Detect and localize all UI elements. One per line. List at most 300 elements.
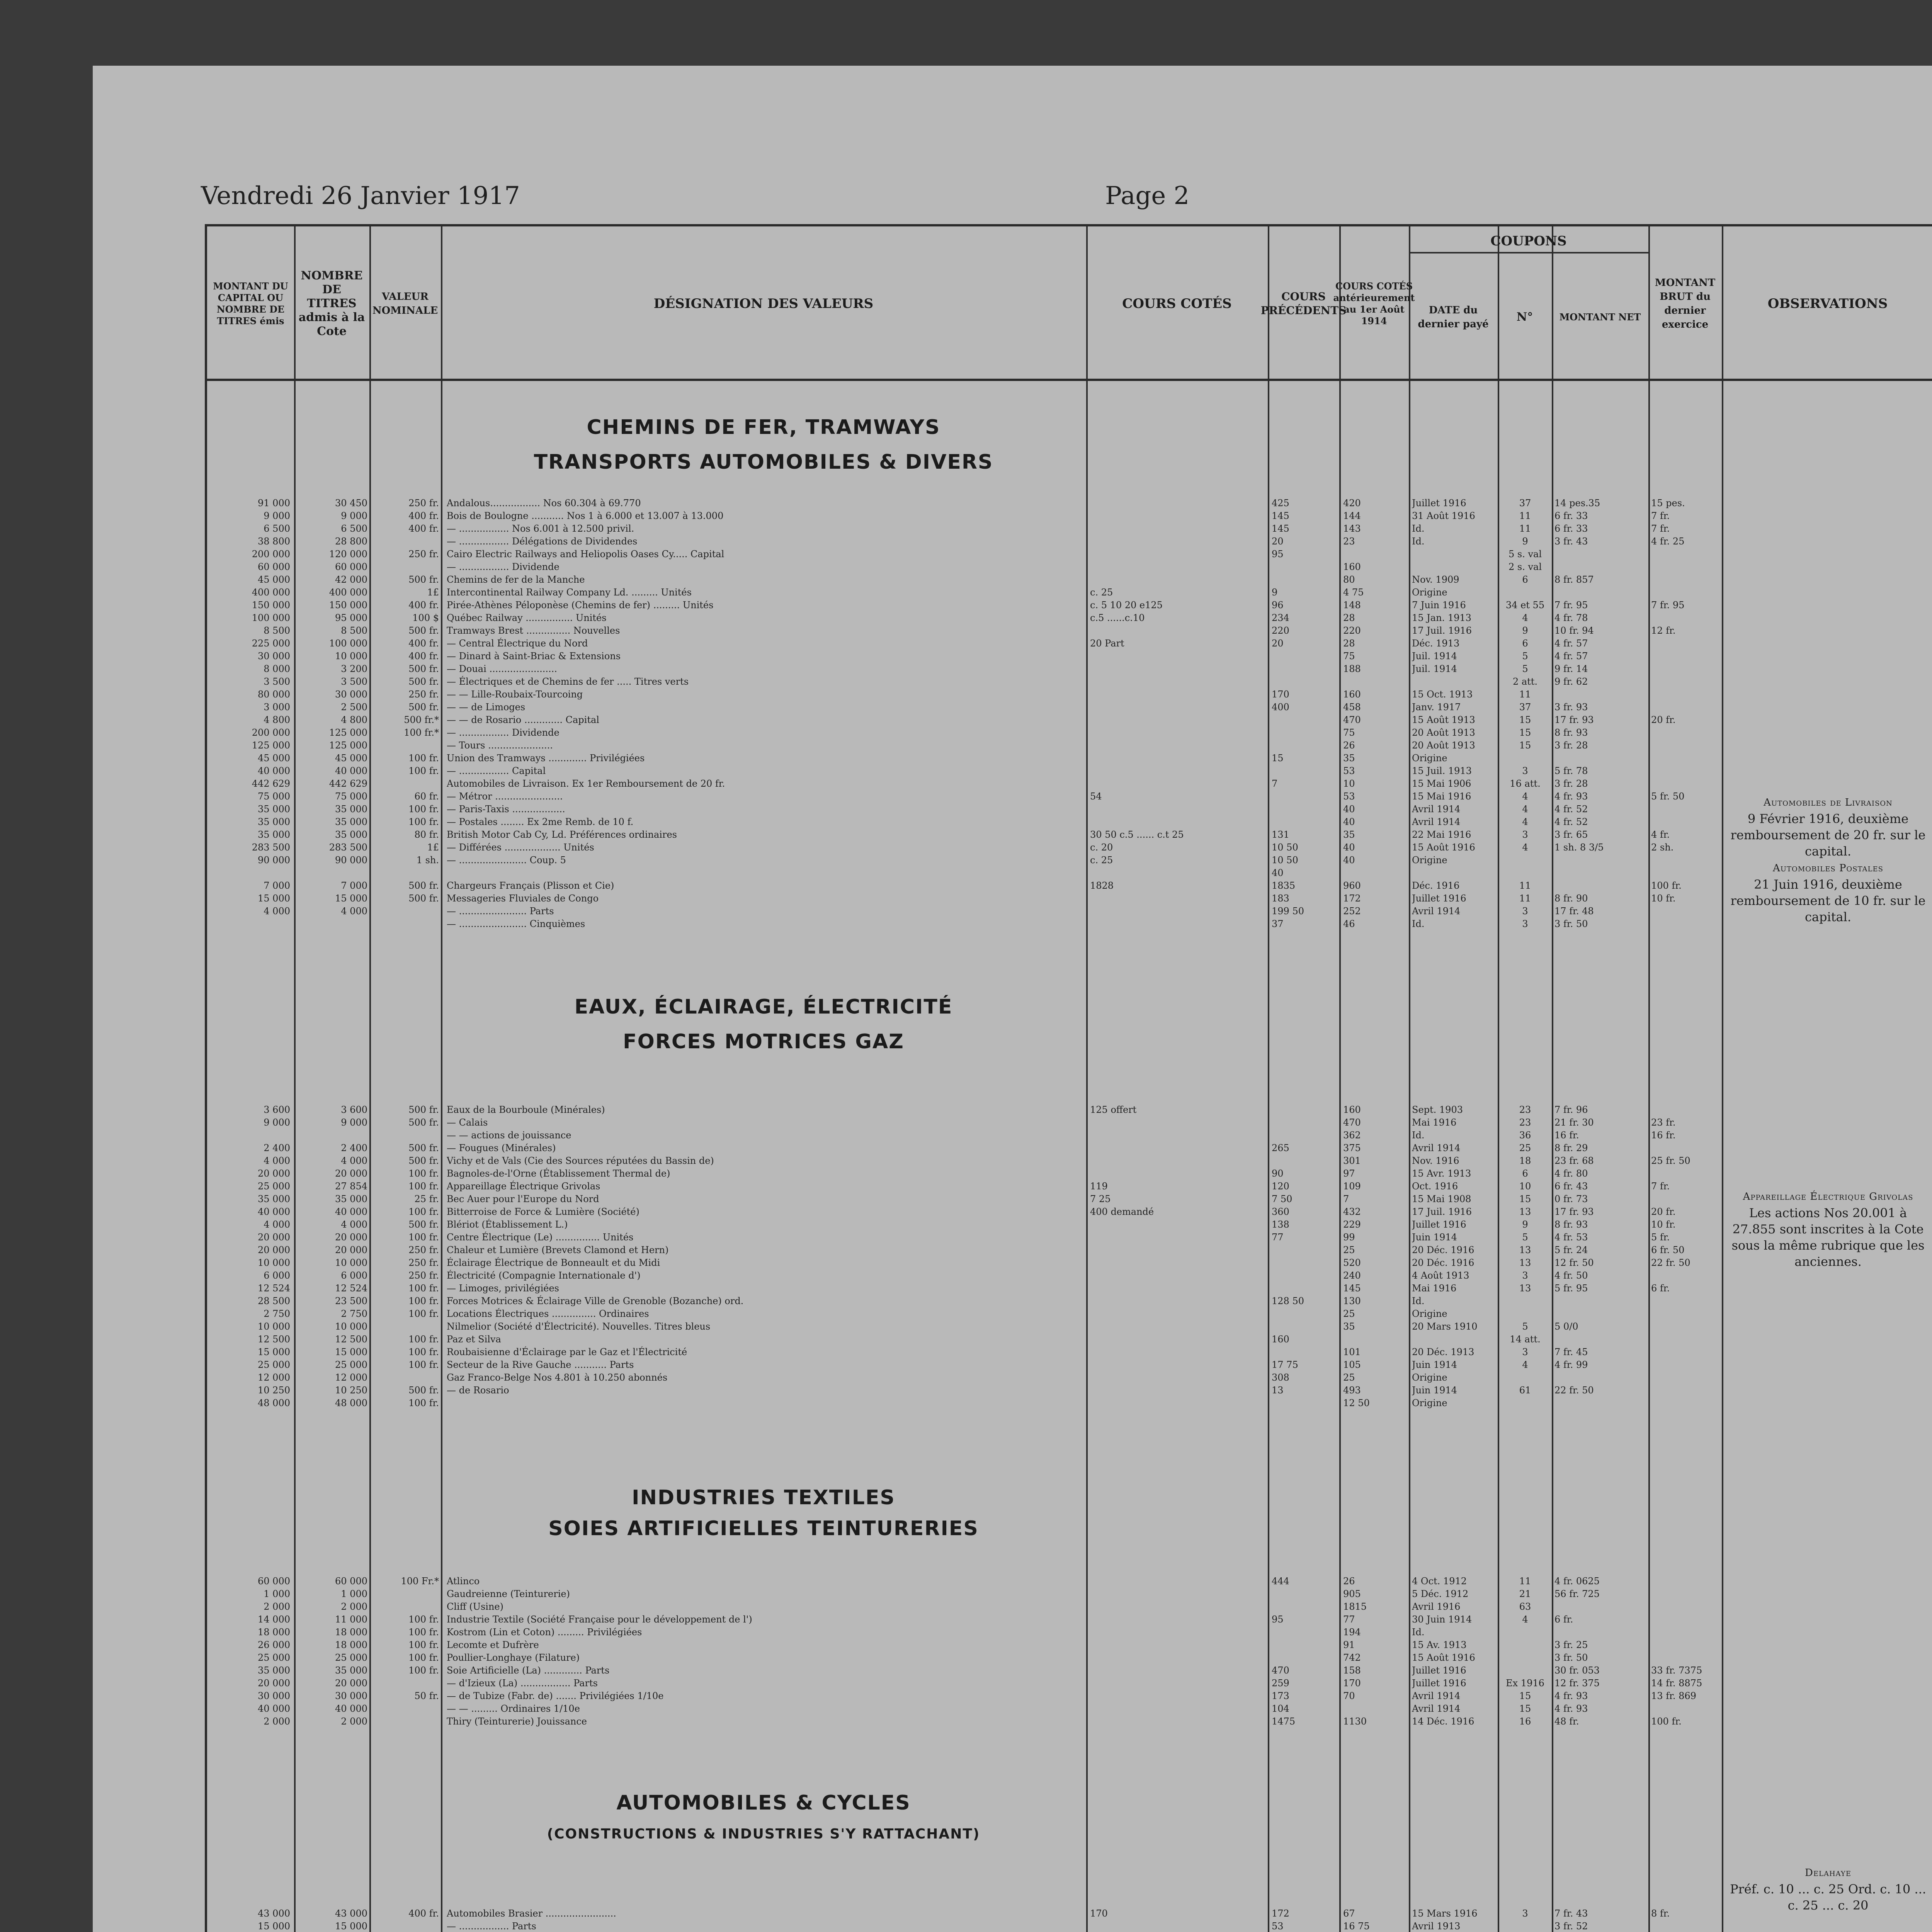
cell-no: 5 bbox=[1522, 651, 1528, 662]
cell-p: 17 75 bbox=[1272, 1359, 1298, 1370]
cell-c: 170 bbox=[1090, 1908, 1108, 1919]
table-row bbox=[207, 1600, 1722, 1613]
cell-p: 170 bbox=[1272, 689, 1289, 700]
cell-mb: 12 fr. bbox=[1651, 625, 1676, 636]
cell-dp: Juillet 1916 bbox=[1412, 893, 1466, 904]
table-row bbox=[207, 1206, 1722, 1218]
cell-mn: 4 fr. 80 bbox=[1554, 1168, 1588, 1179]
cell-dp: Id. bbox=[1412, 536, 1425, 547]
cell-m: 1 000 bbox=[264, 1588, 290, 1599]
table-row bbox=[207, 1397, 1722, 1410]
cell-d: Union des Tramways ............. Privilégiées bbox=[447, 753, 645, 764]
cell-m: 38 800 bbox=[258, 536, 290, 547]
cell-v: 60 fr. bbox=[414, 791, 439, 802]
cell-dp: 31 Août 1916 bbox=[1412, 510, 1475, 521]
cell-mb: 33 fr. 7375 bbox=[1651, 1665, 1702, 1676]
cell-mn: 4 fr. 57 bbox=[1554, 651, 1588, 662]
cell-d: — ................. Parts bbox=[447, 1921, 536, 1932]
cell-p: 265 bbox=[1272, 1143, 1289, 1153]
cell-v: 100 fr. bbox=[408, 1665, 439, 1676]
cell-mn: 5 fr. 24 bbox=[1554, 1245, 1588, 1255]
table-row bbox=[207, 650, 1722, 663]
cell-mn: 7 fr. 43 bbox=[1554, 1908, 1588, 1919]
cell-no: 16 bbox=[1519, 1716, 1531, 1727]
cell-a: 40 bbox=[1343, 855, 1355, 866]
cell-mn: 6 fr. 43 bbox=[1554, 1181, 1588, 1192]
cell-n: 11 000 bbox=[335, 1614, 367, 1625]
cell-n: 15 000 bbox=[335, 1921, 367, 1932]
cell-dp: 4 Oct. 1912 bbox=[1412, 1576, 1467, 1587]
cell-a: 67 bbox=[1343, 1908, 1355, 1919]
cell-d: Eaux de la Bourboule (Minérales) bbox=[447, 1104, 605, 1115]
cell-mn: 5 fr. 78 bbox=[1554, 765, 1588, 776]
cell-mn: 4 fr. 99 bbox=[1554, 1359, 1588, 1370]
table-row bbox=[207, 688, 1722, 701]
cell-p: 183 bbox=[1272, 893, 1289, 904]
cell-dp: Juillet 1916 bbox=[1412, 1665, 1466, 1676]
cell-p: 1835 bbox=[1272, 880, 1296, 891]
cell-d: — — ......... Ordinaires 1/10e bbox=[447, 1703, 580, 1714]
cell-v: 400 fr. bbox=[408, 600, 439, 611]
cell-v: 500 fr. bbox=[408, 1385, 439, 1396]
cell-v: 100 fr. bbox=[408, 1359, 439, 1370]
table-row bbox=[207, 675, 1722, 688]
cell-n: 2 000 bbox=[341, 1716, 367, 1727]
cell-v: 100 fr. bbox=[408, 1639, 439, 1650]
cell-v: 100 fr. bbox=[408, 1283, 439, 1294]
cell-p: 7 bbox=[1272, 778, 1278, 789]
obs-body: Préf. c. 10 ... c. 25 Ord. c. 10 ... c. 25 ... c. 20 bbox=[1730, 1882, 1926, 1913]
cell-mn: 22 fr. 50 bbox=[1554, 1385, 1594, 1396]
cell-v: 250 fr. bbox=[408, 1270, 439, 1281]
cell-d: Messageries Fluviales de Congo bbox=[447, 893, 599, 904]
cell-no: 23 bbox=[1519, 1117, 1531, 1128]
cell-d: — ................. Capital bbox=[447, 765, 546, 776]
table-row bbox=[207, 1626, 1722, 1639]
cell-a: 130 bbox=[1343, 1296, 1361, 1306]
cell-dp: 20 Déc. 1913 bbox=[1412, 1347, 1475, 1357]
rows-eaux bbox=[207, 1104, 1722, 1410]
cell-n: 6 500 bbox=[341, 523, 367, 534]
cell-d: Paz et Silva bbox=[447, 1334, 501, 1345]
table-row bbox=[207, 624, 1722, 637]
cell-dp: 15 Jan. 1913 bbox=[1412, 612, 1471, 623]
cell-v: 80 fr. bbox=[414, 829, 439, 840]
table-row bbox=[207, 1702, 1722, 1715]
table-row bbox=[207, 726, 1722, 739]
cell-no: 15 bbox=[1519, 1194, 1531, 1204]
cell-m: 6 000 bbox=[264, 1270, 290, 1281]
cell-a: 25 bbox=[1343, 1308, 1355, 1319]
cell-d: — — actions de jouissance bbox=[447, 1130, 571, 1141]
cell-n: 400 000 bbox=[329, 587, 367, 598]
cell-p: 13 bbox=[1272, 1385, 1284, 1396]
cell-n: 442 629 bbox=[329, 778, 367, 789]
cell-dp: 15 Oct. 1913 bbox=[1412, 689, 1473, 700]
obs-body: 9 Février 1916, deuxième remboursement de 20 fr. sur le capital. bbox=[1730, 811, 1926, 859]
col-date-paye: DATE du dernier payé bbox=[1418, 304, 1489, 330]
cell-d: Cairo Electric Railways and Heliopolis Oases Cy..... Capital bbox=[447, 549, 724, 560]
cell-mn: 3 fr. 28 bbox=[1554, 778, 1588, 789]
cell-a: 158 bbox=[1343, 1665, 1361, 1676]
cell-v: 400 fr. bbox=[408, 510, 439, 521]
cell-dp: Origine bbox=[1412, 587, 1447, 598]
cell-dp: Avril 1914 bbox=[1412, 804, 1461, 815]
cell-mn: 4 fr. 93 bbox=[1554, 1703, 1588, 1714]
cell-m: 45 000 bbox=[258, 753, 290, 764]
cell-no: 5 bbox=[1522, 663, 1528, 674]
cell-m: 283 500 bbox=[252, 842, 290, 853]
cell-no: 37 bbox=[1519, 702, 1531, 713]
cell-mn: 4 fr. 0625 bbox=[1554, 1576, 1600, 1587]
cell-m: 442 629 bbox=[252, 778, 290, 789]
table-row bbox=[207, 612, 1722, 624]
obs-title: Delahaye bbox=[1805, 1867, 1851, 1879]
cell-mn: 6 fr. 33 bbox=[1554, 523, 1588, 534]
table-row bbox=[207, 1575, 1722, 1588]
cell-dp: 17 Juil. 1916 bbox=[1412, 1206, 1472, 1217]
table-row bbox=[207, 1231, 1722, 1244]
table-row bbox=[207, 1613, 1722, 1626]
cell-dp: 22 Mai 1916 bbox=[1412, 829, 1471, 840]
cell-n: 10 000 bbox=[335, 651, 367, 662]
cell-mn: 3 fr. 50 bbox=[1554, 918, 1588, 929]
table-row bbox=[207, 1359, 1722, 1371]
cell-a: 77 bbox=[1343, 1614, 1355, 1625]
cell-no: 6 bbox=[1522, 574, 1528, 585]
cell-d: Soie Artificielle (La) ............. Parts bbox=[447, 1665, 610, 1676]
cell-dp: Origine bbox=[1412, 1398, 1447, 1408]
cell-n: 35 000 bbox=[335, 829, 367, 840]
cell-d: Cliff (Usine) bbox=[447, 1601, 503, 1612]
cell-no: 9 bbox=[1522, 1219, 1528, 1230]
cell-n: 30 000 bbox=[335, 1690, 367, 1701]
cell-n: 150 000 bbox=[329, 600, 367, 611]
cell-m: 4 000 bbox=[264, 1155, 290, 1166]
cell-n: 35 000 bbox=[335, 804, 367, 815]
cell-n: 75 000 bbox=[335, 791, 367, 802]
cell-dp: Juillet 1916 bbox=[1412, 498, 1466, 509]
cell-dp: Juillet 1916 bbox=[1412, 1219, 1466, 1230]
cell-dp: Origine bbox=[1412, 753, 1447, 764]
cell-n: 23 500 bbox=[335, 1296, 367, 1306]
cell-p: 15 bbox=[1272, 753, 1284, 764]
cell-m: 3 600 bbox=[264, 1104, 290, 1115]
section-subtitle: (CONSTRUCTIONS & INDUSTRIES S'Y RATTACHANT) bbox=[547, 1826, 980, 1842]
cell-dp: Id. bbox=[1412, 1130, 1425, 1141]
cell-no: 13 bbox=[1519, 1257, 1531, 1268]
cell-d: Pirée-Athènes Péloponèse (Chemins de fer) ......... Unités bbox=[447, 600, 714, 611]
cell-no: 11 bbox=[1519, 523, 1531, 534]
cell-d: Appareillage Électrique Grivolas bbox=[447, 1181, 600, 1192]
cell-no: 25 bbox=[1519, 1143, 1531, 1153]
cell-m: 25 000 bbox=[258, 1359, 290, 1370]
cell-c: 125 offert bbox=[1090, 1104, 1137, 1115]
cell-m: 30 000 bbox=[258, 1690, 290, 1701]
cell-mb: 6 fr. bbox=[1651, 1283, 1670, 1294]
cell-v: 100 fr. bbox=[408, 816, 439, 827]
cell-mb: 10 fr. bbox=[1651, 893, 1676, 904]
cell-v: 100 fr. bbox=[408, 753, 439, 764]
cell-a: 905 bbox=[1343, 1588, 1361, 1599]
cell-a: 470 bbox=[1343, 714, 1361, 725]
cell-d: Locations Électriques ............... Ordinaires bbox=[447, 1308, 649, 1319]
cell-no: 4 bbox=[1522, 816, 1528, 827]
cell-d: Bagnoles-de-l'Orne (Établissement Thermal de) bbox=[447, 1168, 670, 1179]
cell-m: 4 000 bbox=[264, 906, 290, 917]
cell-v: 500 fr. bbox=[408, 676, 439, 687]
col-cours-cotes: COURS COTÉS bbox=[1122, 296, 1232, 311]
cell-n: 40 000 bbox=[335, 1703, 367, 1714]
cell-d: — ................. Nos 6.001 à 12.500 privil. bbox=[447, 523, 634, 534]
cell-a: 25 bbox=[1343, 1372, 1355, 1383]
cell-dp: 20 Déc. 1916 bbox=[1412, 1245, 1475, 1255]
cell-dp: Id. bbox=[1412, 1627, 1425, 1638]
cell-v: 500 fr. bbox=[408, 880, 439, 891]
cell-d: — Central Électrique du Nord bbox=[447, 638, 588, 649]
cell-c: 119 bbox=[1090, 1181, 1108, 1192]
cell-v: 100 Fr.* bbox=[401, 1576, 439, 1587]
cell-no: 63 bbox=[1519, 1601, 1531, 1612]
cell-a: 97 bbox=[1343, 1168, 1355, 1179]
table-row bbox=[207, 1282, 1722, 1295]
cell-a: 160 bbox=[1343, 561, 1361, 572]
cell-n: 15 000 bbox=[335, 893, 367, 904]
cell-m: 30 000 bbox=[258, 651, 290, 662]
cell-n: 95 000 bbox=[335, 612, 367, 623]
cell-a: 252 bbox=[1343, 906, 1361, 917]
cell-mn: 3 fr. 43 bbox=[1554, 536, 1588, 547]
cell-a: 101 bbox=[1343, 1347, 1361, 1357]
cell-n: 4 800 bbox=[341, 714, 367, 725]
cell-no: 9 bbox=[1522, 536, 1528, 547]
cell-no: 13 bbox=[1519, 1206, 1531, 1217]
cell-dp: Id. bbox=[1412, 918, 1425, 929]
cell-n: 1 000 bbox=[341, 1588, 367, 1599]
table-row bbox=[207, 1690, 1722, 1702]
cell-a: 75 bbox=[1343, 651, 1355, 662]
cell-n: 6 000 bbox=[341, 1270, 367, 1281]
cell-c: c. 25 bbox=[1090, 855, 1113, 866]
cell-n: 7 000 bbox=[341, 880, 367, 891]
cell-a: 12 50 bbox=[1343, 1398, 1370, 1408]
cell-no: 61 bbox=[1519, 1385, 1531, 1396]
cell-no: 3 bbox=[1522, 765, 1528, 776]
cell-dp: Id. bbox=[1412, 523, 1425, 534]
cell-mn: 56 fr. 725 bbox=[1554, 1588, 1600, 1599]
page-number: Page 2 bbox=[1105, 182, 1190, 210]
cell-no: 36 bbox=[1519, 1130, 1531, 1141]
cell-no: 11 bbox=[1519, 893, 1531, 904]
table-row bbox=[207, 535, 1722, 548]
cell-n: 35 000 bbox=[335, 1665, 367, 1676]
cell-c: 400 demandé bbox=[1090, 1206, 1154, 1217]
cell-dp: 14 Déc. 1916 bbox=[1412, 1716, 1475, 1727]
cell-mn: 6 fr. bbox=[1554, 1614, 1573, 1625]
cell-v: 100 fr. bbox=[408, 1627, 439, 1638]
cell-m: 25 000 bbox=[258, 1181, 290, 1192]
cell-m: 15 000 bbox=[258, 893, 290, 904]
cell-a: 493 bbox=[1343, 1385, 1361, 1396]
cell-dp: Juin 1914 bbox=[1412, 1385, 1457, 1396]
cell-a: 91 bbox=[1343, 1639, 1355, 1650]
rows-railways bbox=[207, 497, 1722, 930]
cell-d: Andalous................. Nos 60.304 à 69.770 bbox=[447, 498, 641, 509]
cell-mn: 12 fr. 50 bbox=[1554, 1257, 1594, 1268]
cell-m: 20 000 bbox=[258, 1678, 290, 1689]
cell-mn: 5 fr. 95 bbox=[1554, 1283, 1588, 1294]
cell-n: 10 000 bbox=[335, 1321, 367, 1332]
cell-d: Nilmelior (Société d'Électricité). Nouvelles. Titres bleus bbox=[447, 1321, 711, 1332]
table-row bbox=[207, 1920, 1722, 1932]
cell-c: c.5 ......c.10 bbox=[1090, 612, 1145, 623]
cell-dp: 15 Avr. 1913 bbox=[1412, 1168, 1471, 1179]
table-row bbox=[207, 1333, 1722, 1346]
cell-dp: Origine bbox=[1412, 855, 1447, 866]
cell-v: 250 fr. bbox=[408, 1245, 439, 1255]
cell-mb: 6 fr. 50 bbox=[1651, 1245, 1685, 1255]
cell-dp: Déc. 1916 bbox=[1412, 880, 1460, 891]
cell-mn: 17 fr. 93 bbox=[1554, 1206, 1594, 1217]
cell-mn: 6 fr. 33 bbox=[1554, 510, 1588, 521]
cell-a: 23 bbox=[1343, 536, 1355, 547]
cell-n: 20 000 bbox=[335, 1168, 367, 1179]
cell-a: 28 bbox=[1343, 612, 1355, 623]
cell-a: 240 bbox=[1343, 1270, 1361, 1281]
cell-mn: 23 fr. 68 bbox=[1554, 1155, 1594, 1166]
cell-no: 3 bbox=[1522, 1347, 1528, 1357]
cell-d: — — de Rosario ............. Capital bbox=[447, 714, 599, 725]
section-title: INDUSTRIES TEXTILES bbox=[632, 1486, 895, 1509]
cell-a: 194 bbox=[1343, 1627, 1361, 1638]
obs-body: Les actions Nos 20.001 à 27.855 sont inscrites à la Cote sous la même rubrique que les anciennes. bbox=[1731, 1206, 1925, 1269]
cell-v: 500 fr. bbox=[408, 1104, 439, 1115]
cell-d: Gaz Franco-Belge Nos 4.801 à 10.250 abonnés bbox=[447, 1372, 668, 1383]
cell-p: 1475 bbox=[1272, 1716, 1296, 1727]
cell-p: 234 bbox=[1272, 612, 1289, 623]
cell-n: 15 000 bbox=[335, 1347, 367, 1357]
col-numero: N° bbox=[1516, 310, 1533, 324]
cell-n: 120 000 bbox=[329, 549, 367, 560]
table-header bbox=[207, 226, 1932, 381]
cell-dp: Juil. 1914 bbox=[1412, 663, 1457, 674]
cell-mb: 100 fr. bbox=[1651, 880, 1682, 891]
cell-mn: 7 fr. 95 bbox=[1554, 600, 1588, 611]
cell-m: 91 000 bbox=[258, 498, 290, 509]
rows-auto bbox=[207, 1907, 1722, 1932]
cell-a: 53 bbox=[1343, 791, 1355, 802]
cell-v: 500 fr. bbox=[408, 1219, 439, 1230]
cell-mn: 8 fr. 90 bbox=[1554, 893, 1588, 904]
cell-n: 3 500 bbox=[341, 676, 367, 687]
cell-c: c. 5 10 20 e125 bbox=[1090, 600, 1163, 611]
table-row bbox=[207, 1371, 1722, 1384]
cell-dp: 15 Août 1913 bbox=[1412, 714, 1475, 725]
cell-a: 4 75 bbox=[1343, 587, 1364, 598]
obs-automobiles-livraison bbox=[1730, 794, 1927, 859]
cell-a: 172 bbox=[1343, 893, 1361, 904]
cell-d: — Dinard à Saint-Briac & Extensions bbox=[447, 651, 621, 662]
cell-n: 125 000 bbox=[329, 740, 367, 751]
obs-automobiles-postales bbox=[1730, 860, 1927, 925]
cell-m: 18 000 bbox=[258, 1627, 290, 1638]
cell-m: 3 500 bbox=[264, 676, 290, 687]
cell-v: 100 fr. bbox=[408, 1296, 439, 1306]
cell-p: 131 bbox=[1272, 829, 1289, 840]
cell-a: 53 bbox=[1343, 765, 1355, 776]
cell-v: 500 fr. bbox=[408, 702, 439, 713]
table-row bbox=[207, 1142, 1722, 1155]
cell-no: 10 bbox=[1519, 1181, 1531, 1192]
table-row bbox=[207, 1907, 1722, 1920]
cell-p: 96 bbox=[1272, 600, 1284, 611]
cell-a: 520 bbox=[1343, 1257, 1361, 1268]
table-row bbox=[207, 1218, 1722, 1231]
cell-a: 470 bbox=[1343, 1117, 1361, 1128]
cell-d: — de Tubize (Fabr. de) ....... Privilégiées 1/10e bbox=[447, 1690, 664, 1701]
cell-mb: 23 fr. bbox=[1651, 1117, 1676, 1128]
cell-a: 40 bbox=[1343, 816, 1355, 827]
cell-m: 28 500 bbox=[258, 1296, 290, 1306]
cell-d: Centre Électrique (Le) ............... Unités bbox=[447, 1232, 634, 1243]
cell-v: 500 fr. bbox=[408, 1155, 439, 1166]
cell-v: 250 fr. bbox=[408, 498, 439, 509]
cell-v: 250 fr. bbox=[408, 549, 439, 560]
table-row bbox=[207, 905, 1722, 918]
cell-m: 25 000 bbox=[258, 1652, 290, 1663]
cell-mn: 7 fr. 96 bbox=[1554, 1104, 1588, 1115]
table-row bbox=[207, 586, 1722, 599]
cell-no: 2 att. bbox=[1512, 676, 1538, 687]
cell-m: 125 000 bbox=[252, 740, 290, 751]
table-row bbox=[207, 663, 1722, 675]
cell-m: 35 000 bbox=[258, 829, 290, 840]
cell-mb: 20 fr. bbox=[1651, 1206, 1676, 1217]
cell-d: — Limoges, privilégiées bbox=[447, 1283, 559, 1294]
cell-n: 25 000 bbox=[335, 1652, 367, 1663]
cell-mn: 30 fr. 053 bbox=[1554, 1665, 1600, 1676]
cell-p: 9 bbox=[1272, 587, 1278, 598]
cell-v: 500 fr.* bbox=[404, 714, 439, 725]
cell-dp: 15 Mars 1916 bbox=[1412, 1908, 1478, 1919]
cell-dp: 30 Juin 1914 bbox=[1412, 1614, 1472, 1625]
cell-p: 104 bbox=[1272, 1703, 1289, 1714]
cell-dp: 15 Août 1916 bbox=[1412, 1652, 1475, 1663]
cell-a: 960 bbox=[1343, 880, 1361, 891]
cell-n: 9 000 bbox=[341, 1117, 367, 1128]
col-designation: DÉSIGNATION DES VALEURS bbox=[653, 296, 874, 311]
cell-m: 4 000 bbox=[264, 1219, 290, 1230]
cell-no: 11 bbox=[1519, 510, 1531, 521]
obs-body: 21 Juin 1916, deuxième remboursement de 10 fr. sur le capital. bbox=[1730, 877, 1926, 924]
cell-a: 40 bbox=[1343, 804, 1355, 815]
cell-no: 15 bbox=[1519, 1703, 1531, 1714]
cell-c: 1828 bbox=[1090, 880, 1114, 891]
cell-d: — Calais bbox=[447, 1117, 488, 1128]
cell-m: 35 000 bbox=[258, 1665, 290, 1676]
cell-v: 250 fr. bbox=[408, 689, 439, 700]
cell-d: British Motor Cab Cy, Ld. Préférences ordinaires bbox=[447, 829, 677, 840]
col-montant: MONTANT DU CAPITAL OU NOMBRE DE TITRES émis bbox=[213, 281, 288, 327]
cell-a: 16 75 bbox=[1343, 1921, 1370, 1932]
cell-n: 12 000 bbox=[335, 1372, 367, 1383]
cell-d: Secteur de la Rive Gauche ........... Parts bbox=[447, 1359, 634, 1370]
cell-mb: 2 sh. bbox=[1651, 842, 1674, 853]
cell-a: 28 bbox=[1343, 638, 1355, 649]
cell-a: 160 bbox=[1343, 1104, 1361, 1115]
cell-n: 90 000 bbox=[335, 855, 367, 866]
cell-a: 458 bbox=[1343, 702, 1361, 713]
